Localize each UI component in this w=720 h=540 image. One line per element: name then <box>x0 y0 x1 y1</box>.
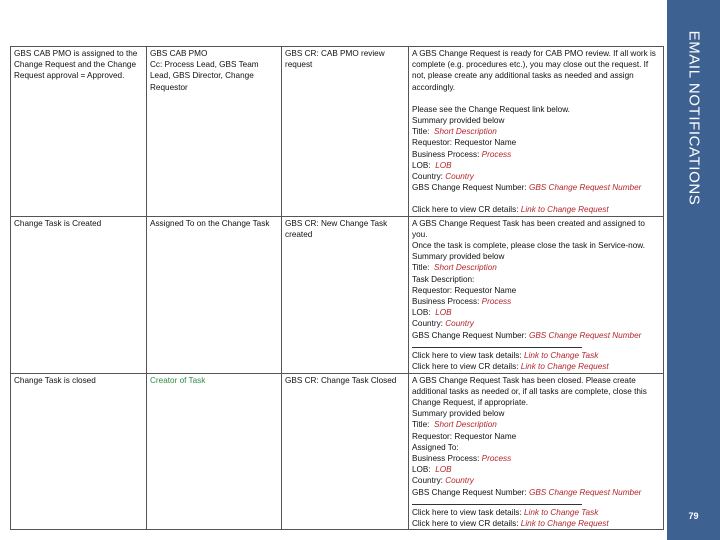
body-intro: A GBS Change Request is ready for CAB PMO review. If all work is complete (e.g. procedures etc.), you may close out the request. If not, please create any additional tasks as needed and assign accordingly. <box>412 49 656 92</box>
body-title: Title: Short Description <box>412 127 497 137</box>
title-value: Short Description <box>434 127 497 137</box>
body-cell <box>409 47 664 217</box>
trigger-cell: GBS CAB PMO is assigned to the Change Request and the Change Request approval = Approved. <box>11 47 147 217</box>
country-value: Country <box>445 172 474 182</box>
process-value: Process <box>481 297 512 307</box>
body-task-link: Click here to view task details: Link to Change Task <box>412 350 599 360</box>
body-cr-link: Click here to view CR details: Link to Change Request <box>412 519 609 529</box>
body-country: Country: Country <box>412 476 474 486</box>
divider <box>412 504 582 505</box>
cr-link[interactable]: Link to Change Request <box>520 362 609 372</box>
body-process: Business Process: Process <box>412 149 512 159</box>
section-title: EMAIL NOTIFICATIONS <box>685 30 702 206</box>
number-value: GBS Change Request Number <box>528 487 642 497</box>
body-lob: LOB: LOB <box>412 465 452 475</box>
task-link[interactable]: Link to Change Task <box>523 507 599 517</box>
body-lob: LOB: LOB <box>412 160 452 170</box>
lob-value: LOB <box>435 308 452 318</box>
recipient: Assigned To on the Change Task <box>150 218 270 228</box>
body-see-link: Please see the Change Request link below. <box>412 104 570 114</box>
body-number: GBS Change Request Number: GBS Change Request Number <box>412 183 642 193</box>
title-value: Short Description <box>434 263 497 273</box>
divider <box>412 347 582 348</box>
page-number: 79 <box>688 511 699 521</box>
body-number: GBS Change Request Number: GBS Change Request Number <box>412 487 642 497</box>
table-row <box>11 47 664 217</box>
body-task-link: Click here to view task details: Link to Change Task <box>412 507 599 517</box>
body-title: Title: Short Description <box>412 420 497 430</box>
body-country: Country: Country <box>412 319 474 329</box>
number-value: GBS Change Request Number <box>528 330 642 340</box>
process-value: Process <box>481 149 512 159</box>
body-requestor: Requestor: Requestor Name <box>412 431 517 441</box>
recipients-cell <box>147 47 282 217</box>
body-cell <box>409 373 664 530</box>
body-summary: Summary provided below <box>412 409 505 419</box>
cr-link[interactable]: Link to Change Request <box>520 205 609 215</box>
lob-value: LOB <box>435 160 452 170</box>
body-country: Country: Country <box>412 172 474 182</box>
table-row <box>11 216 664 373</box>
body-intro: A GBS Change Request Task has been closed. Please create additional tasks as needed or, if all tasks are complete, close this Change Request, if appropriate. <box>412 375 647 408</box>
recipient-cc: Cc: Process Lead, GBS Team Lead, GBS Director, Change Requestor <box>150 60 259 92</box>
body-process: Business Process: Process <box>412 297 512 307</box>
body-lob: LOB: LOB <box>412 308 452 318</box>
subject-cell: GBS CR: New Change Task created <box>282 216 409 373</box>
recipients-cell <box>147 216 282 373</box>
task-link[interactable]: Link to Change Task <box>523 350 599 360</box>
recipient: GBS CAB PMO <box>150 49 208 58</box>
cr-link[interactable]: Link to Change Request <box>520 519 609 529</box>
body-assigned-to: Assigned To: <box>412 442 459 452</box>
country-value: Country <box>445 319 474 329</box>
email-notification-table <box>10 46 664 530</box>
body-intro: A GBS Change Request Task has been created and assigned to you. <box>412 218 645 239</box>
body-cr-link: Click here to view CR details: Link to Change Request <box>412 362 609 372</box>
body-summary: Summary provided below <box>412 252 505 262</box>
subject-cell: GBS CR: Change Task Closed <box>282 373 409 530</box>
body-summary: Summary provided below <box>412 116 505 126</box>
trigger-cell: Change Task is closed <box>11 373 147 530</box>
body-requestor: Requestor: Requestor Name <box>412 138 517 148</box>
process-value: Process <box>481 454 512 464</box>
recipient: Creator of Task <box>150 375 206 385</box>
subject-cell: GBS CR: CAB PMO review request <box>282 47 409 217</box>
table-row <box>11 373 664 530</box>
body-title: Title: Short Description <box>412 263 497 273</box>
lob-value: LOB <box>435 465 452 475</box>
body-process: Business Process: Process <box>412 454 512 464</box>
number-value: GBS Change Request Number <box>528 183 642 193</box>
title-value: Short Description <box>434 420 497 430</box>
body-cell <box>409 216 664 373</box>
body-number: GBS Change Request Number: GBS Change Request Number <box>412 330 642 340</box>
body-instruction: Once the task is complete, please close the task in Service-now. <box>412 241 646 251</box>
trigger-cell: Change Task is Created <box>11 216 147 373</box>
body-task-description: Task Description: <box>412 274 475 284</box>
body-cr-link: Click here to view CR details: Link to Change Request <box>412 205 609 215</box>
section-sidebar <box>667 0 720 540</box>
country-value: Country <box>445 476 474 486</box>
body-requestor: Requestor: Requestor Name <box>412 285 517 295</box>
recipients-cell <box>147 373 282 530</box>
